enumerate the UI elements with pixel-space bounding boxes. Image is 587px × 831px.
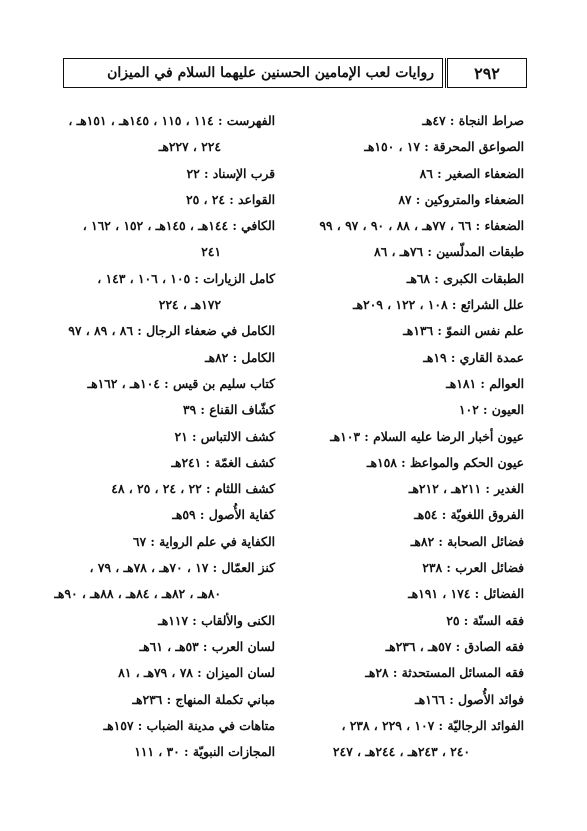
index-entry: متاهات في مدينة الضباب : ١٥٧هـ xyxy=(103,717,275,733)
index-entry: الكنى والألقاب : ١١٧هـ xyxy=(158,612,275,628)
index-entry: العيون : ١٠٢ xyxy=(458,402,524,418)
index-entry: الفروق اللغويّة : ٥٤هـ xyxy=(414,507,524,523)
index-entry: لسان العرب : ٥٣هـ ، ٦١هـ xyxy=(139,638,275,654)
index-entry-continuation: ٢٢٤ ، ٢٢٧هـ xyxy=(158,139,221,155)
index-entry: العوالم : ١٨١هـ xyxy=(446,375,524,391)
index-entry: كشف الغمّة : ٢٤١هـ xyxy=(171,454,275,470)
index-entry-continuation: ٢٤٠ ، ٢٤٣هـ ، ٢٤٤هـ ، ٢٤٧ xyxy=(332,744,470,760)
index-entry: الفهرست : ١١٤ ، ١١٥ ، ١٤٥هـ ، ١٥١هـ ، xyxy=(68,113,275,128)
index-entry: صراط النجاة : ٤٧هـ xyxy=(422,113,524,128)
index-entry: الضعفاء : ٦٦ ، ٧٧هـ ، ٨٨ ، ٩٠ ، ٩٧ ، ٩٩ xyxy=(319,218,524,234)
index-entry: كتاب سليم بن قيس : ١٠٤هـ ، ١٦٢هـ xyxy=(87,375,275,391)
index-entry-continuation: ١٧٢هـ ، ٢٢٤ xyxy=(158,297,221,313)
running-title: روايات لعب الإمامين الحسنين عليهما السلام في الميزان xyxy=(63,58,443,88)
index-entry: الفضائل : ١٧٤ ، ١٩١هـ xyxy=(408,586,524,602)
index-entry: علم نفس النموّ : ١٣٦هـ xyxy=(403,323,524,339)
index-entry: كفاية الأُصول : ٥٩هـ xyxy=(172,507,275,523)
index-entry: الضعفاء الصغير : ٨٦ xyxy=(419,165,524,181)
index-entry: فضائل العرب : ٢٣٨ xyxy=(422,560,524,576)
index-entry: كامل الزيارات : ١٠٥ ، ١٠٦ ، ١٤٣ ، xyxy=(97,270,275,286)
index-entry: فقه الصادق : ٥٧هـ ، ٢٣٦هـ xyxy=(385,638,524,654)
index-entry: قرب الإسناد : ٢٢ xyxy=(186,165,275,181)
index-entry: كشف اللثام : ٢٢ ، ٢٤ ، ٢٥ ، ٤٨ xyxy=(111,481,275,497)
index-entry: فقه المسائل المستحدثة : ٢٨هـ xyxy=(365,665,524,681)
index-entry: كنز العمّال : ١٧ ، ٧٠هـ ، ٧٨هـ ، ٧٩ ، xyxy=(89,560,275,576)
index-entry: مباني تكملة المنهاج : ٢٣٦هـ xyxy=(132,691,275,707)
index-entry: الغدير : ٢١١هـ ، ٢١٢هـ xyxy=(408,481,524,497)
index-entry: فقه السنّة : ٢٥ xyxy=(446,612,524,628)
index-entry-continuation: ٢٤١ xyxy=(201,244,221,260)
index-entry: الصواعق المحرقة : ١٧ ، ١٥٠هـ xyxy=(364,139,524,155)
page-header xyxy=(63,58,527,88)
index-entry: طبقات المدلّسين : ٧٦هـ ، ٨٦ xyxy=(373,244,524,260)
index-entry: فوائد الأُصول : ١٦٦هـ xyxy=(415,691,524,707)
index-entry: المجازات النبويّة : ٣٠ ، ١١١ xyxy=(134,744,275,760)
index-column-left xyxy=(54,108,275,765)
index-column-right xyxy=(286,108,524,765)
index-entry: علل الشرائع : ١٠٨ ، ١٢٢ ، ٢٠٩هـ xyxy=(352,297,524,313)
index-entry: الضعفاء والمتروكين : ٨٧ xyxy=(398,191,524,207)
index-entry: عيون أخبار الرضا عليه السلام : ١٠٣هـ xyxy=(330,428,524,444)
index-entry: عمدة القاري : ١٩هـ xyxy=(423,349,524,365)
index-entry: لسان الميزان : ٧٨ ، ٧٩هـ ، ٨١ xyxy=(118,665,275,681)
index-entry-continuation: ٨٠هـ ، ٨٢هـ ، ٨٤هـ ، ٨٨هـ ، ٩٠هـ xyxy=(54,586,221,602)
index-entry: الكامل : ٨٢هـ xyxy=(204,349,275,365)
index-entry: الفوائد الرجاليّة : ١٠٧ ، ٢٢٩ ، ٢٣٨ ، xyxy=(341,717,524,733)
index-entry: الكامل في ضعفاء الرجال : ٨٦ ، ٨٩ ، ٩٧ xyxy=(68,323,275,339)
index-entry: الكافي : ١٤٤هـ ، ١٤٥هـ ، ١٥٢ ، ١٦٢ ، xyxy=(82,218,275,234)
index-entry: الطبقات الكبرى : ٦٨هـ xyxy=(406,270,524,286)
index-entry: كشف الالتباس : ٢١ xyxy=(174,428,275,444)
index-entry: الكفاية في علم الرواية : ٦٧ xyxy=(132,533,275,549)
index-entry: كشّاف القناع : ٣٩ xyxy=(182,402,275,418)
page-number: ٢٩٢ xyxy=(447,58,527,88)
index-entry: القواعد : ٢٤ ، ٢٥ xyxy=(185,191,275,207)
header-divider xyxy=(445,58,447,88)
index-entry: فضائل الصحابة : ٨٢هـ xyxy=(410,533,524,549)
index-entry: عيون الحكم والمواعظ : ١٥٨هـ xyxy=(366,454,524,470)
